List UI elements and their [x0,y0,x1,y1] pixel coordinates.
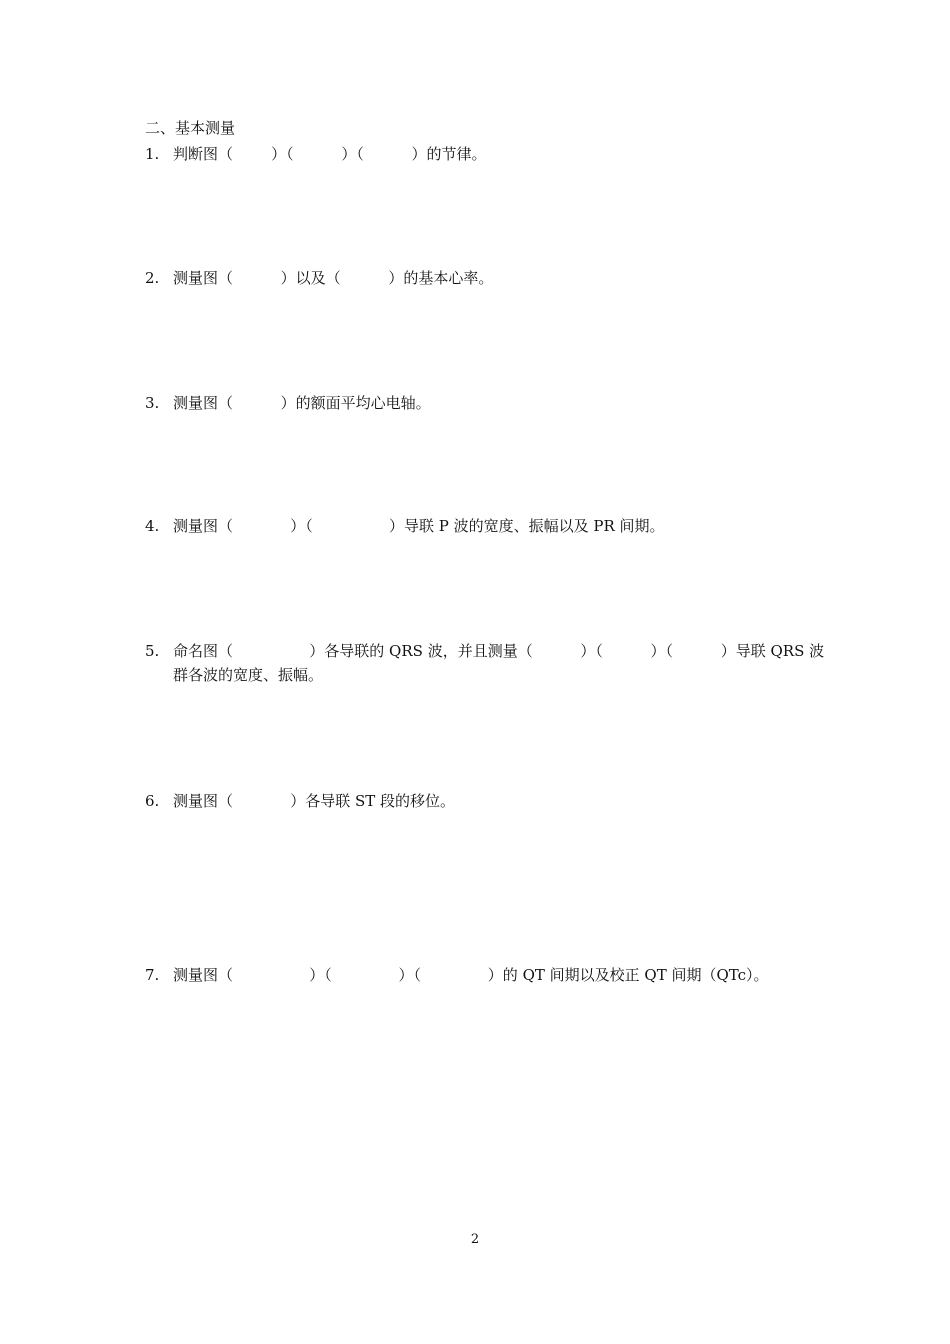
question-text: 命名图（ ）各导联的 QRS 波，并且测量（ ）（ ）（ ）导联 QRS 波群各波的宽度、振幅。 [173,642,825,684]
question-text: 测量图（ ）各导联 ST 段的移位。 [173,792,456,810]
question-number: 6. [145,792,160,810]
question-4 [145,514,825,538]
question-number: 2. [145,269,160,287]
question-number: 7. [145,966,160,984]
question-number: 4. [145,517,160,535]
section-title: 二、基本测量 [145,119,236,137]
question-2 [145,266,825,290]
question-text: 测量图（ ）以及（ ）的基本心率。 [173,269,494,287]
question-number: 5. [145,642,160,660]
question-3 [145,391,825,415]
question-text: 判断图（ ）（ ）（ ）的节律。 [173,145,487,163]
question-5 [145,639,825,687]
question-number: 3. [145,394,160,412]
page-number: 2 [470,1232,480,1247]
question-text: 测量图（ ）的额面平均心电轴。 [173,394,431,412]
question-text: 测量图（ ）（ ）（ ）的 QT 间期以及校正 QT 间期（QTc）。 [173,966,769,984]
question-number: 1. [145,145,160,163]
question-text: 测量图（ ）（ ）导联 P 波的宽度、振幅以及 PR 间期。 [173,517,665,535]
question-6 [145,789,825,813]
question-7 [145,963,825,987]
question-1 [145,142,825,166]
